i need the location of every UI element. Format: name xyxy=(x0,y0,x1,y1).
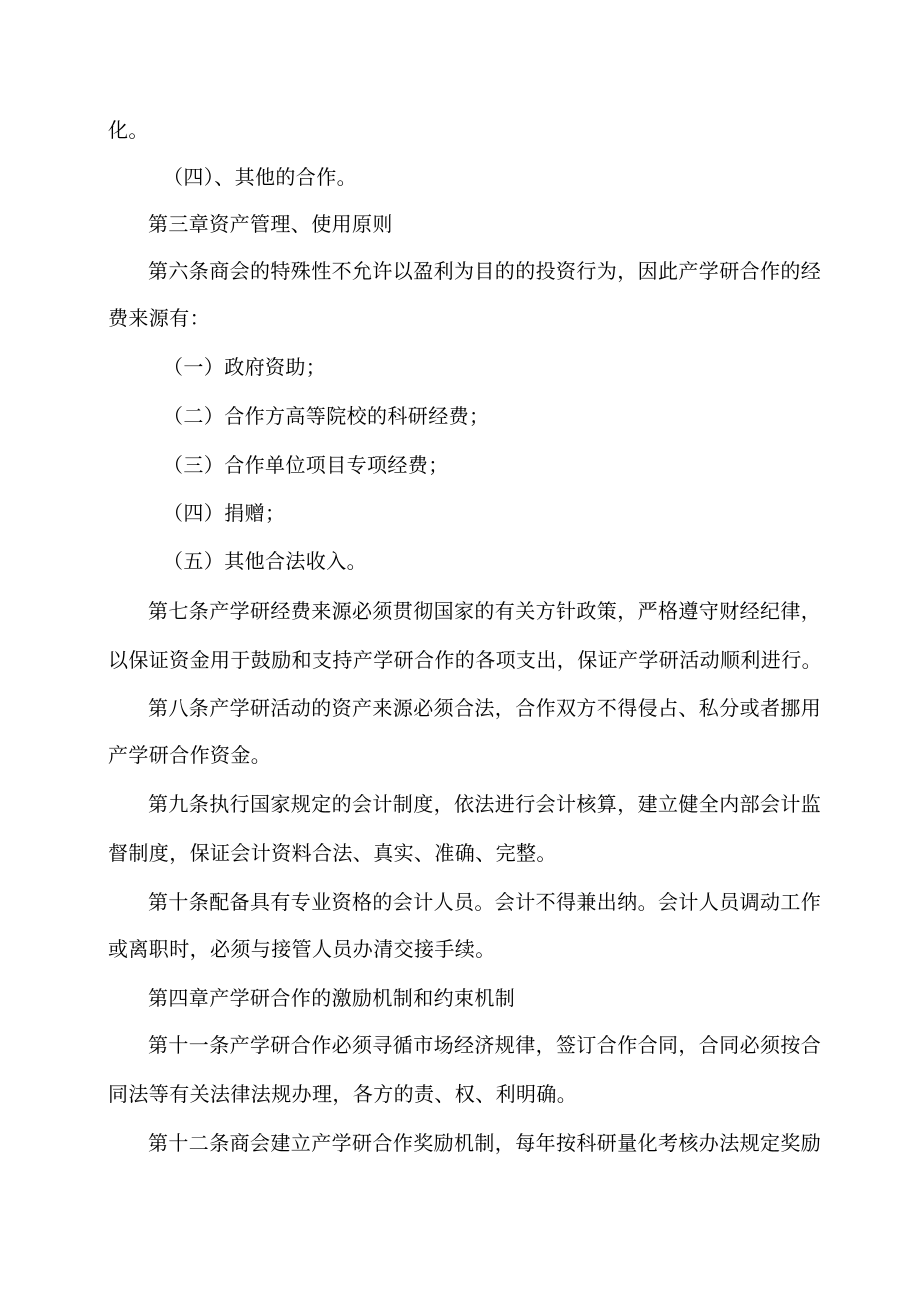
list-item: （四）捐赠； xyxy=(163,501,286,525)
text-line: 第九条执行国家规定的会计制度，依法进行会计核算，建立健全内部会计监 xyxy=(148,792,822,816)
list-item: （二）合作方高等院校的科研经费； xyxy=(163,404,490,428)
text-line: 化。 xyxy=(108,118,149,142)
text-line: 第七条产学研经费来源必须贯彻国家的有关方针政策，严格遵守财经纪律， xyxy=(148,599,822,623)
text-line: 费来源有： xyxy=(108,306,210,330)
text-line: （四）、其他的合作。 xyxy=(163,165,357,189)
list-item: （一）政府资助； xyxy=(163,355,327,379)
text-line: 第十条配备具有专业资格的会计人员。会计不得兼出纳。会计人员调动工作 xyxy=(148,890,822,914)
text-line: 第六条商会的特殊性不允许以盈利为目的的投资行为，因此产学研合作的经 xyxy=(148,259,822,283)
text-line: 督制度，保证会计资料合法、真实、准确、完整。 xyxy=(108,841,557,865)
list-item: （五）其他合法收入。 xyxy=(163,549,367,573)
list-item: （三）合作单位项目专项经费； xyxy=(163,453,449,477)
chapter-heading: 第四章产学研合作的激励机制和约束机制 xyxy=(148,986,516,1010)
text-line: 第十一条产学研合作必须寻循市场经济规律，签订合作合同，合同必须按合 xyxy=(148,1033,822,1057)
text-line: 同法等有关法律法规办理，各方的责、权、利明确。 xyxy=(108,1082,578,1106)
text-line: 第八条产学研活动的资产来源必须合法，合作双方不得侵占、私分或者挪用 xyxy=(148,696,822,720)
text-line: 产学研合作资金。 xyxy=(108,743,272,767)
chapter-heading: 第三章资产管理、使用原则 xyxy=(148,212,393,236)
text-line: 以保证资金用于鼓励和支持产学研合作的各项支出，保证产学研活动顺利进行。 xyxy=(108,648,822,672)
text-line: 或离职时，必须与接管人员办清交接手续。 xyxy=(108,937,496,961)
text-line: 第十二条商会建立产学研合作奖励机制，每年按科研量化考核办法规定奖励 xyxy=(148,1131,822,1155)
